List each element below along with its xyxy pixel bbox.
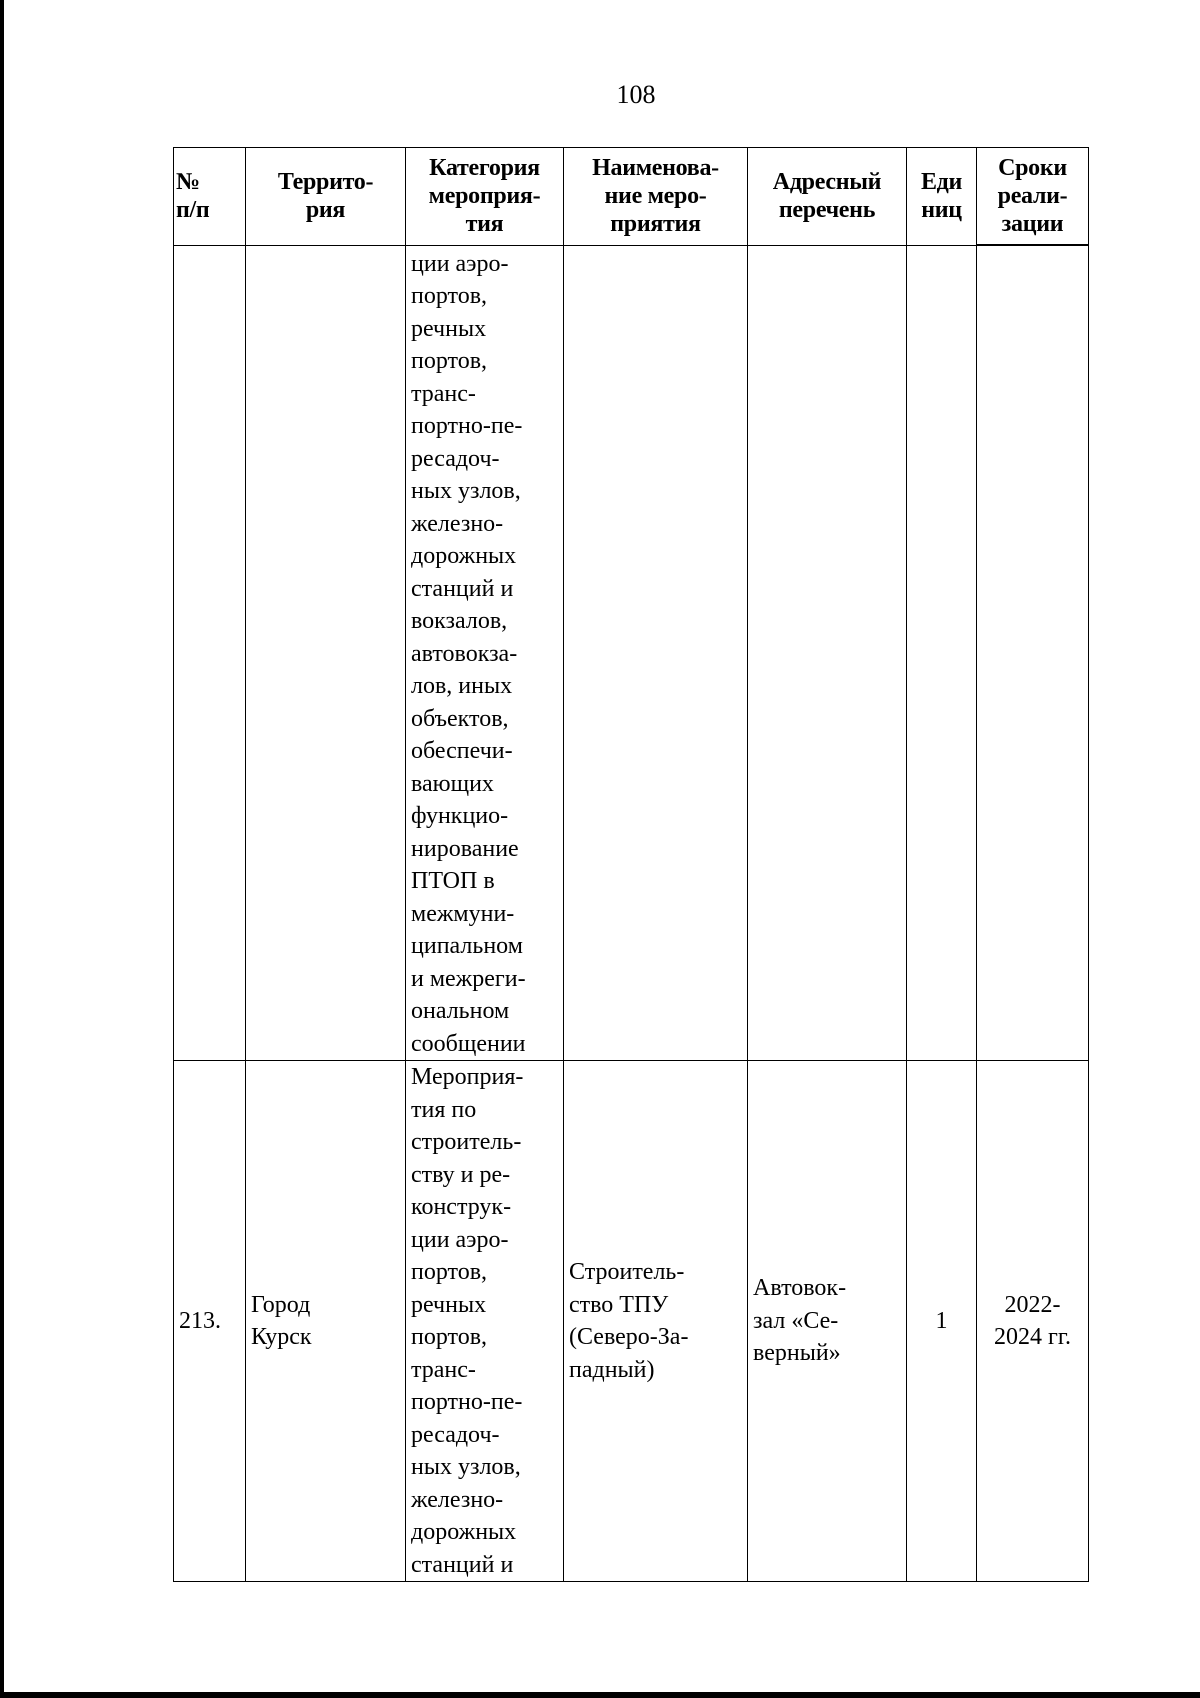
header-address: Адресный перечень (748, 148, 907, 246)
header-number: № п/п (174, 148, 246, 246)
table-row (174, 245, 1089, 1061)
cell-number (174, 245, 246, 1061)
cell-category: ции аэро- портов, речных портов, транс- портно-пе- ресадоч- ных узлов, железно- дорожных станций и вокзалов, автовокза- лов, иных объектов, обеспечи- вающих функцио- нирование ПТОП в межмуни- ципальном и межреги- ональном сообщении (406, 245, 564, 1061)
cell-number: 213. (174, 1061, 246, 1582)
cell-category: Мероприя- тия по строитель- ству и ре- конструк- ции аэро- портов, речных портов, транс- портно-пе- ресадоч- ных узлов, железно- дорожных станций и (406, 1061, 564, 1582)
table-row (174, 1061, 1089, 1582)
cell-address: Автовок- зал «Се- верный» (748, 1061, 907, 1582)
cell-territory: Город Курск (246, 1061, 406, 1582)
page-number: 108 (616, 80, 656, 109)
header-units: Еди ниц (907, 148, 977, 246)
header-territory: Террито- рия (246, 148, 406, 246)
scan-edge-left (0, 0, 4, 1698)
table-header-row (174, 148, 1089, 246)
measures-table (173, 147, 1089, 1582)
cell-period: 2022- 2024 гг. (977, 1061, 1089, 1582)
cell-territory (246, 245, 406, 1061)
cell-name: Строитель- ство ТПУ (Северо-За- падный) (564, 1061, 748, 1582)
cell-units: 1 (907, 1061, 977, 1582)
header-period: Сроки реали- зации (977, 148, 1089, 246)
header-category: Категория мероприя- тия (406, 148, 564, 246)
cell-period (977, 245, 1089, 1061)
cell-name (564, 245, 748, 1061)
header-name: Наименова- ние меро- приятия (564, 148, 748, 246)
cell-units (907, 245, 977, 1061)
scan-edge-bottom (0, 1692, 1200, 1698)
cell-address (748, 245, 907, 1061)
